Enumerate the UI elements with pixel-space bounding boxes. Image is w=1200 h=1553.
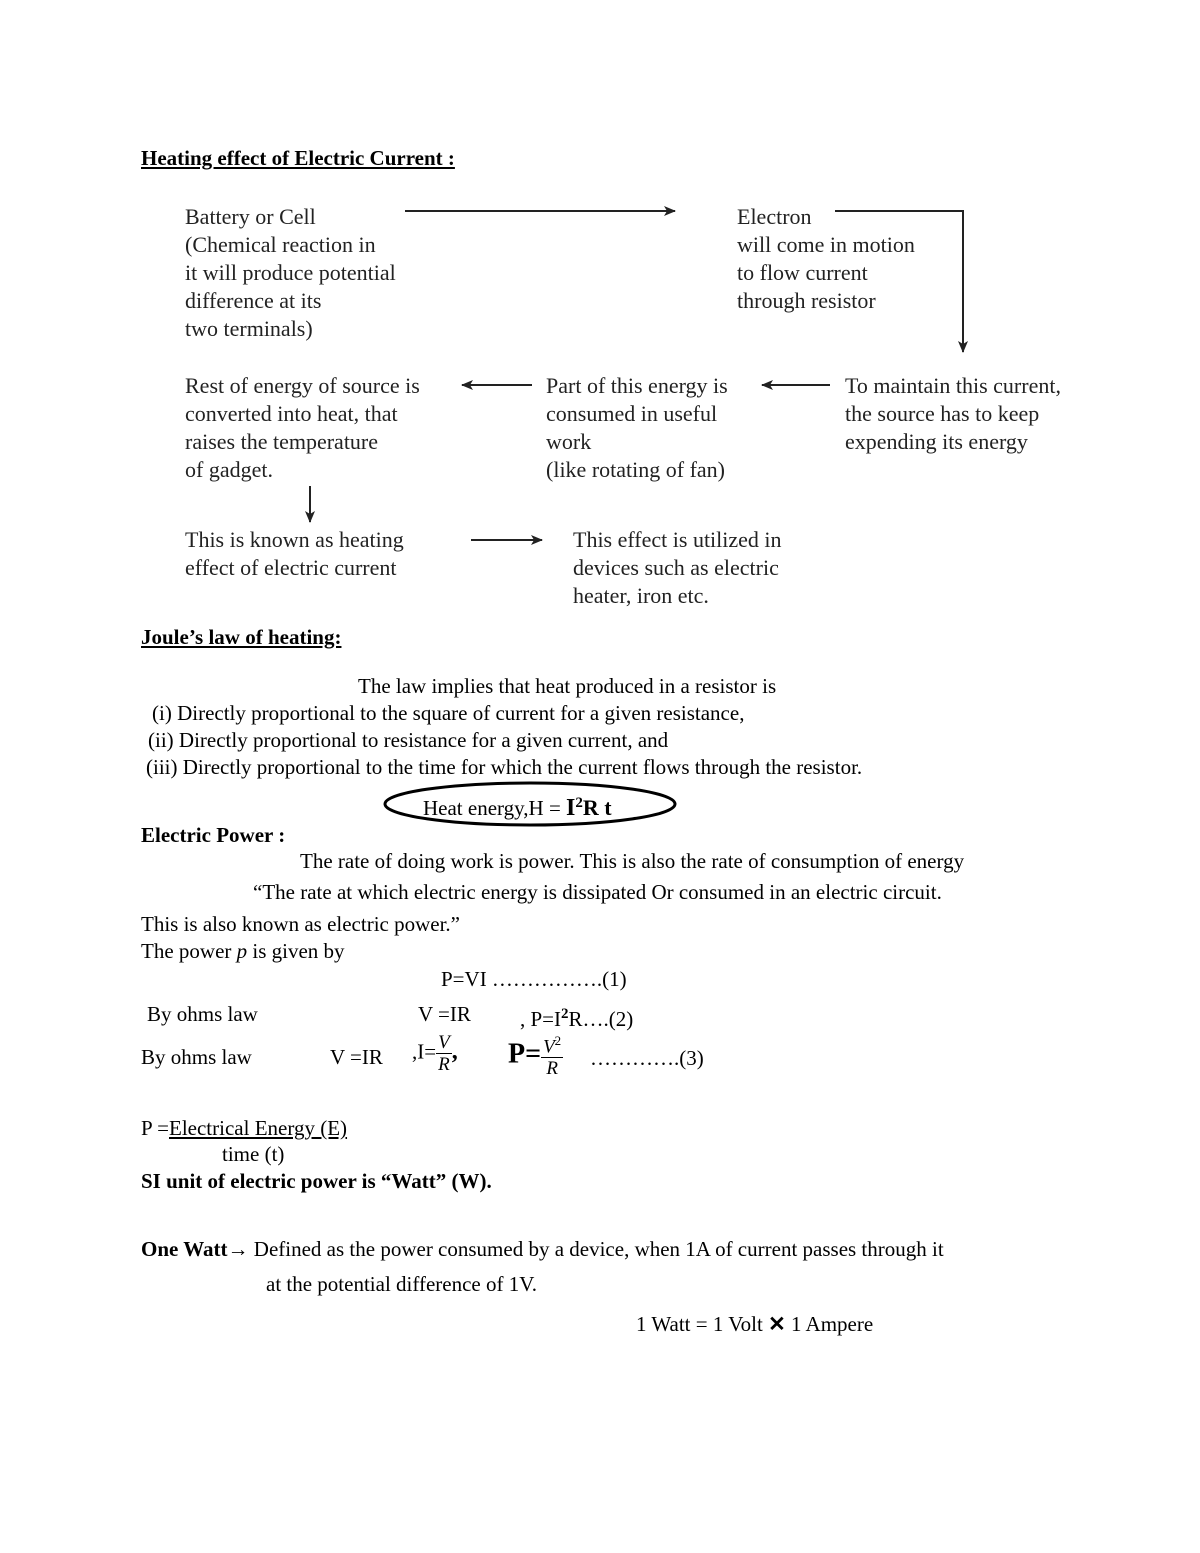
joule-item-1: (i) Directly proportional to the square of current for a given resistance, <box>152 701 745 725</box>
joule-item-3: (iii) Directly proportional to the time for which the current flows through the resistor. <box>146 755 863 779</box>
heat-formula <box>423 790 612 822</box>
eq3-comma: , <box>451 1038 458 1065</box>
flow-utilized: This effect is utilized in devices such as electric heater, iron etc. <box>573 527 782 608</box>
fraction2-den: R <box>546 1058 558 1080</box>
eq2-ohm: V =IR <box>418 1002 471 1026</box>
heat-formula-rt: R t <box>582 795 612 820</box>
energy-prefix: P = <box>141 1116 169 1140</box>
watt-eq-a: 1 Watt = 1 Volt <box>636 1312 769 1336</box>
power-line-2: “The rate at which electric energy is dissipated Or consumed in an electric circuit. <box>253 880 942 904</box>
power-line-3: This is also known as electric power.” <box>141 912 460 936</box>
fraction-v-over-r <box>436 1032 452 1075</box>
si-unit: SI unit of electric power is “Watt” (W). <box>141 1169 492 1193</box>
fraction2-num <box>541 1030 563 1058</box>
eq2-c: R….(2) <box>568 1007 634 1031</box>
joule-heading: Joule’s law of heating: <box>141 625 342 649</box>
power-line-4-a: The power <box>141 939 237 963</box>
eq2-exp: 2 <box>561 1006 569 1022</box>
flow-electron: Electron will come in motion to flow current through resistor <box>737 204 915 313</box>
eq2-b: , P=I <box>520 1007 562 1031</box>
watt-equation <box>636 1311 873 1338</box>
power-var-p: p <box>236 939 248 963</box>
flow-rest: Rest of energy of source is converted into heat, that raises the temperature of gadget. <box>185 373 420 482</box>
one-watt-def-2: at the potential difference of 1V. <box>266 1272 537 1296</box>
equation-2 <box>520 1001 633 1033</box>
flow-maintain: To maintain this current, the source has to keep expending its energy <box>845 373 1061 454</box>
power-line-4 <box>141 938 345 965</box>
eq3-p: P= <box>508 1038 542 1070</box>
heat-formula-exp: 2 <box>575 795 583 811</box>
fraction-den: R <box>438 1054 450 1075</box>
multiply-icon: ✕ <box>768 1312 786 1336</box>
fraction2-exp: 2 <box>554 1033 562 1048</box>
fraction2-v: V <box>543 1036 555 1058</box>
watt-eq-b: 1 Ampere <box>785 1312 874 1336</box>
eq3-label: By ohms law <box>141 1045 252 1069</box>
flow-battery: Battery or Cell (Chemical reaction in it will produce potential difference at its two terminals) <box>185 204 396 341</box>
power-line-4-b: is given by <box>247 939 345 963</box>
one-watt-label: One Watt <box>141 1237 228 1261</box>
energy-equation <box>141 1115 347 1142</box>
flow-known: This is known as heating effect of electric current <box>185 527 404 580</box>
energy-numerator: Electrical Energy (E) <box>169 1116 348 1140</box>
flow-part: Part of this energy is consumed in useful work (like rotating of fan) <box>546 373 728 482</box>
joule-item-2: (ii) Directly proportional to resistance for a given current, and <box>148 728 669 752</box>
eq3-end: ………….(3) <box>590 1046 704 1070</box>
power-line-1: The rate of doing work is power. This is also the rate of consumption of energy <box>300 849 965 873</box>
heat-formula-i: I <box>566 795 576 821</box>
power-heading: Electric Power : <box>141 823 286 847</box>
eq2-label: By ohms law <box>147 1002 258 1026</box>
one-watt-def-1: Defined as the power consumed by a device, when 1A of current passes through it <box>248 1237 944 1261</box>
arrow-electron-to-maintain <box>835 211 963 352</box>
joule-intro: The law implies that heat produced in a resistor is <box>358 674 777 698</box>
eq3-ohm: V =IR <box>330 1045 383 1069</box>
equation-1: P=VI …………….(1) <box>441 967 627 991</box>
equation-3-current <box>412 1032 458 1075</box>
page-title: Heating effect of Electric Current : <box>141 146 455 170</box>
equation-3-power <box>508 1030 563 1079</box>
one-watt-def <box>141 1236 944 1263</box>
arrow-icon: → <box>227 1237 249 1261</box>
flowchart-arrows <box>0 0 1200 700</box>
fraction-num: V <box>438 1032 450 1053</box>
fraction-v2-over-r <box>541 1030 563 1079</box>
energy-denominator: time (t) <box>222 1142 285 1166</box>
eq3-b: ,I= <box>412 1039 437 1064</box>
heat-formula-prefix: Heat energy,H = <box>423 796 567 820</box>
